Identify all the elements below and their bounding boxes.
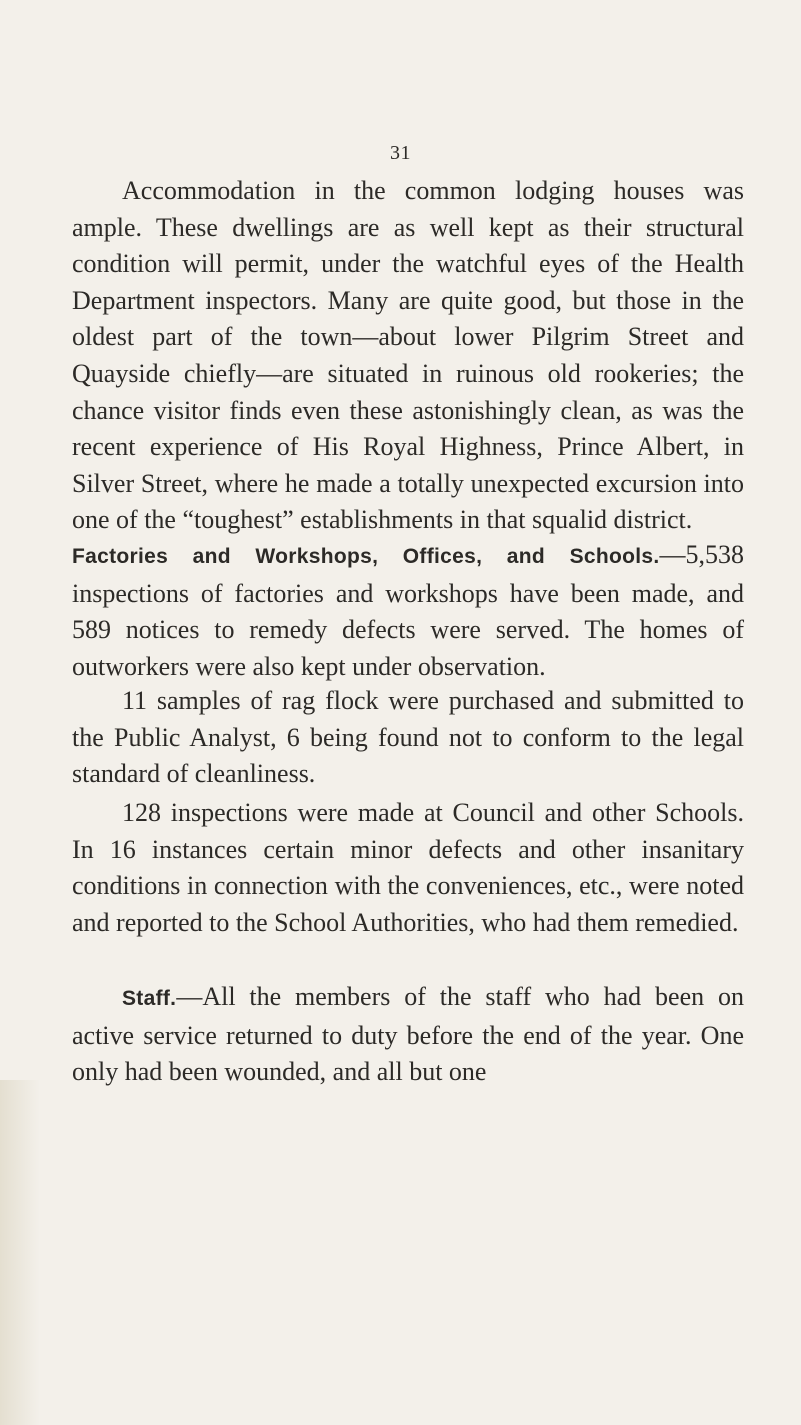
paragraph-accommodation [72,173,744,539]
paragraph-factories [72,537,744,685]
section-heading-staff: Staff. [122,987,177,1010]
paragraph-staff [72,979,744,1091]
paragraph-schools [72,795,744,941]
paragraph-text [72,979,744,1091]
paragraph-body: —5,538 inspections of factories and workshops have been made, and 589 notices to remedy defects were served. The homes of outworkers were also kept under observation. [72,540,744,681]
section-heading-factories: Factories and Workshops, Offices, and Schools. [72,545,660,568]
paragraph-body: —All the members of the staff who had been on active service returned to duty before the end of the year. One only had been wounded, and all but one [72,982,744,1087]
paragraph-samples [72,683,744,793]
page-number: 31 [390,142,411,164]
margin-stain [0,1080,40,1425]
paragraph-text: Accommodation in the common lodging houses was ample. These dwellings are as well kept as their structural condition will permit, under the watchful eyes of the Health Department inspectors. Many are quite good, but those in the oldest part of the town—about lower Pilgrim Street and Quayside chiefly—are situated in ruinous old rookeries; the chance visitor finds even these astonishingly clean, as was the recent experience of His Royal Highness, Prince Albert, in Silver Street, where he made a totally unexpected excursion into one of the “toughest” establishments in that squalid district. [72,176,744,535]
paragraph-text: 128 inspections were made at Council and other Schools. In 16 instances certain minor defects and other insanitary conditions in connection with the conveniences, etc., were noted and reported to the School Authorities, who had them remedied. [72,798,744,937]
paragraph-text: 11 samples of rag flock were purchased and submitted to the Public Analyst, 6 being found not to conform to the legal standard of cleanliness. [72,686,744,789]
paragraph-text [72,537,744,685]
